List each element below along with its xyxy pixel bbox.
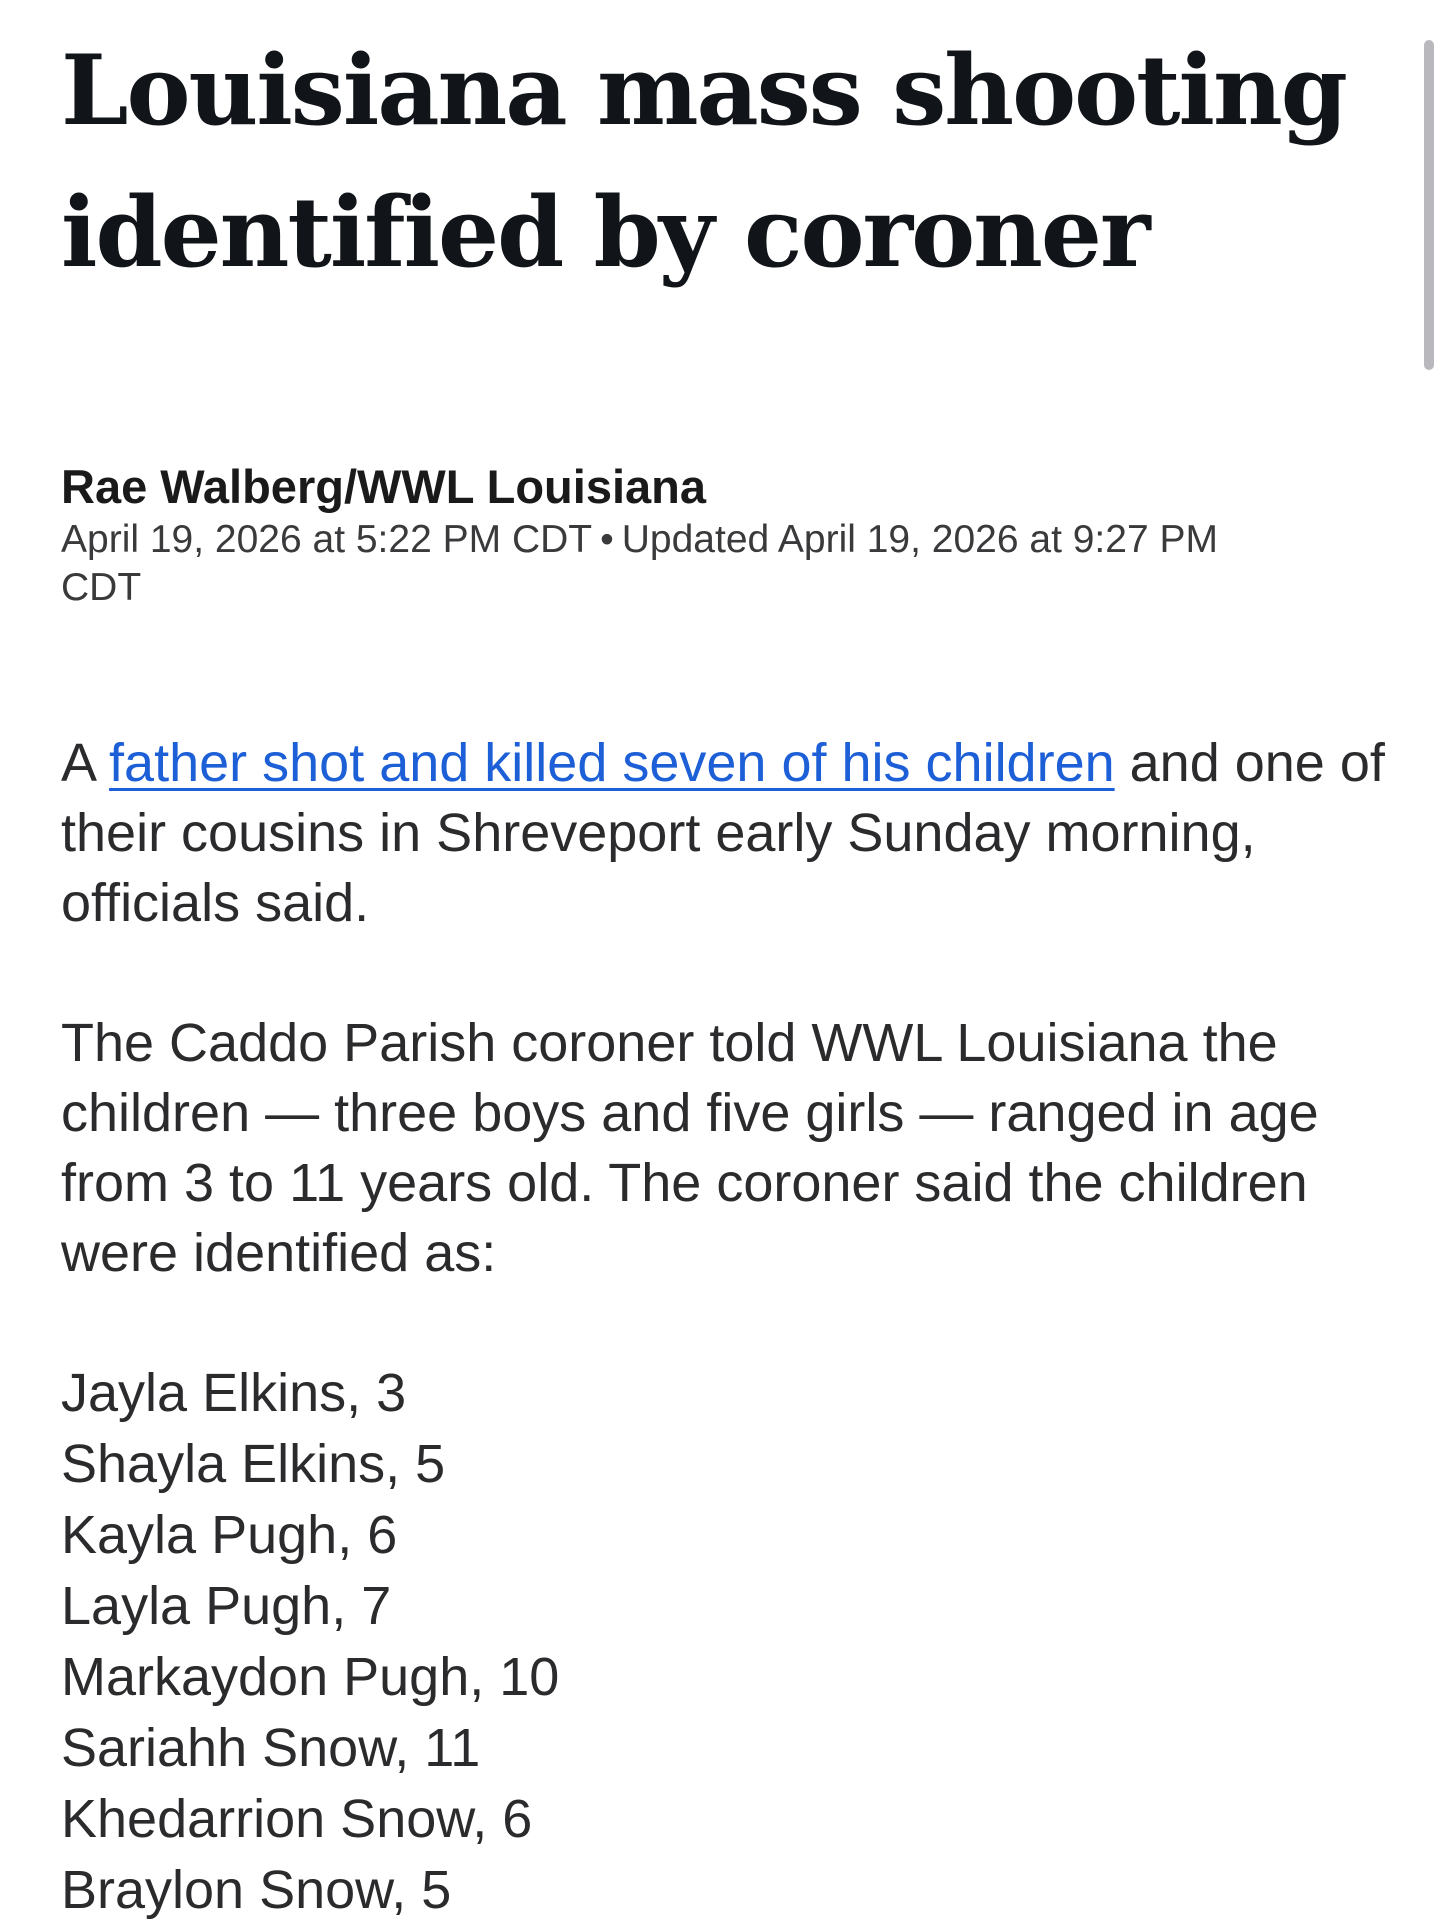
dateline xyxy=(61,516,1261,612)
scrollbar-thumb[interactable] xyxy=(1424,40,1434,370)
author-name: Rae Walberg/WWL Louisiana xyxy=(61,460,707,513)
published-date: April 19, 2026 at 5:22 PM CDT xyxy=(61,518,593,561)
paragraph-1-prefix: A xyxy=(61,733,110,793)
victim-list xyxy=(61,1358,1401,1920)
article-body xyxy=(61,728,1401,1920)
list-item: Jayla Elkins, 3 xyxy=(61,1363,407,1423)
list-item: Shayla Elkins, 5 xyxy=(61,1434,446,1494)
byline xyxy=(61,460,1401,612)
story-link[interactable]: father shot and killed seven of his children xyxy=(109,733,1115,793)
dateline-separator: • xyxy=(600,518,614,561)
list-item: Markaydon Pugh, 10 xyxy=(61,1647,560,1707)
paragraph-1 xyxy=(61,728,1401,938)
updated-date: Updated April 19, 2026 at 9:27 PM CDT xyxy=(61,518,1218,609)
list-item: Braylon Snow, 5 xyxy=(61,1860,452,1920)
paragraph-2: The Caddo Parish coroner told WWL Louisiana the children — three boys and five girls — ranged in age from 3 to 11 years old. The coroner said the children were identified as: xyxy=(61,1013,1319,1283)
paragraph-1-suffix: and one of their cousins in Shreveport early Sunday morning, officials said. xyxy=(61,733,1385,933)
list-item: Khedarrion Snow, 6 xyxy=(61,1789,533,1849)
article xyxy=(61,20,1401,1920)
list-item: Sariahh Snow, 11 xyxy=(61,1718,481,1778)
article-headline: Louisiana mass shooting identified by coroner xyxy=(61,34,1346,289)
list-item: Kayla Pugh, 6 xyxy=(61,1505,398,1565)
list-item: Layla Pugh, 7 xyxy=(61,1576,392,1636)
